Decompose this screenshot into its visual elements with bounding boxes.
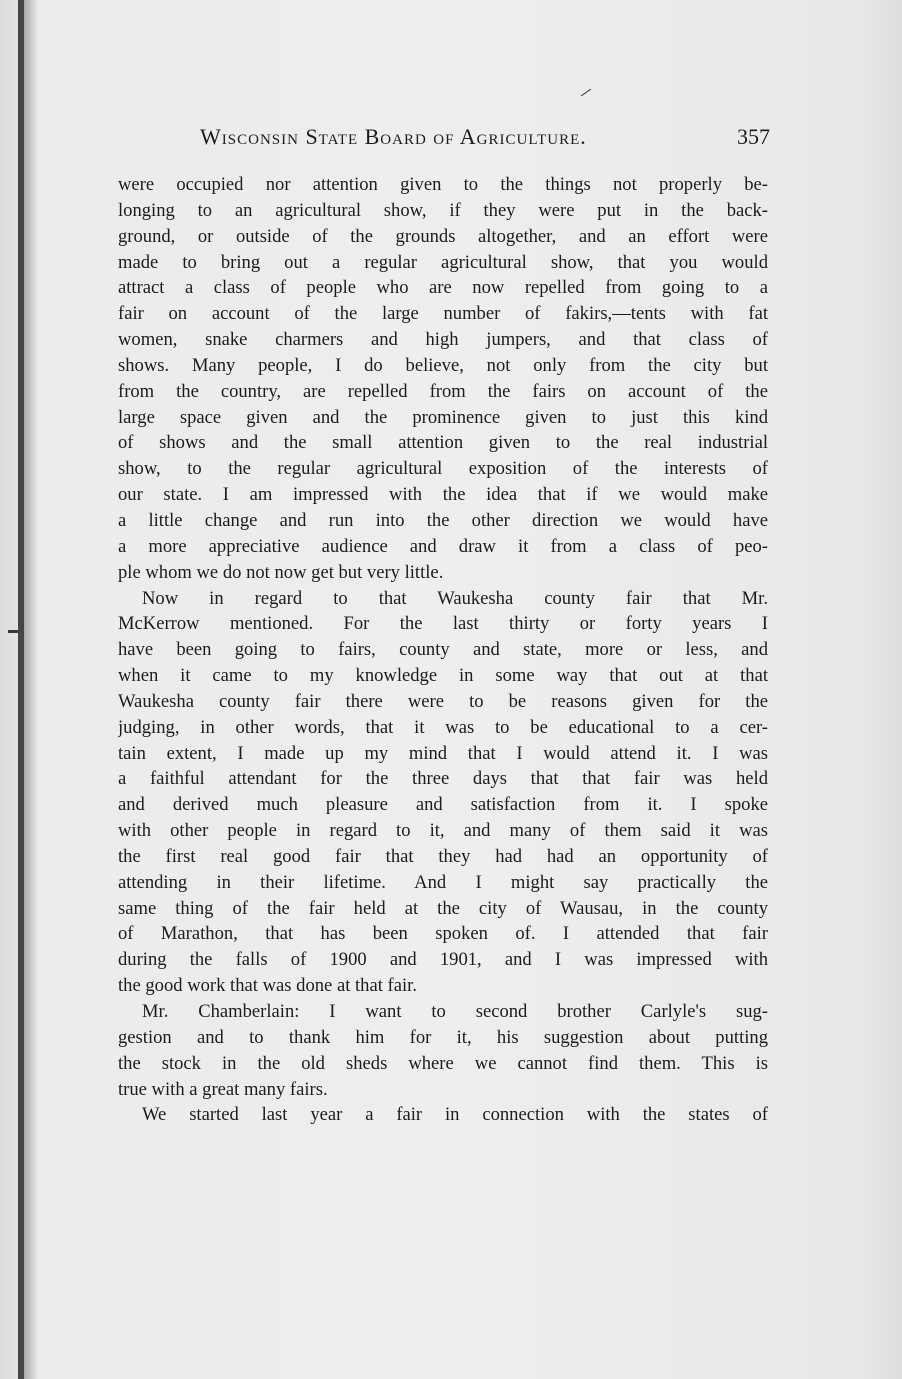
text-line: of shows and the small attention given to the real industrial — [118, 432, 768, 454]
page-number: 357 — [737, 124, 770, 149]
text-line: a more appreciative audience and draw it from a class of peo- — [118, 535, 768, 557]
text-line: Mr. Chamberlain: I want to second brother Carlyle's sug- — [142, 1001, 768, 1022]
text-line: have been going to fairs, county and state, more or less, and — [118, 639, 768, 661]
text-line: McKerrow mentioned. For the last thirty or forty years I — [118, 613, 768, 635]
text-line: during the falls of 1900 and 1901, and I was impressed with — [118, 949, 768, 971]
text-line: We started last year a fair in connection with the states of — [142, 1104, 768, 1126]
text-line: attending in their lifetime. And I might say practically the — [118, 871, 768, 893]
margin-mark — [581, 89, 591, 97]
running-title: Wisconsin State Board of Agriculture. — [200, 124, 587, 149]
text-line: judging, in other words, that it was to be educational to a cer- — [118, 716, 768, 738]
running-header — [200, 124, 770, 154]
text-line: the good work that was done at that fair. — [118, 975, 417, 997]
binding-shadow — [24, 0, 38, 1379]
text-line: when it came to my knowledge in some way that out at that — [118, 665, 768, 687]
text-line: Waukesha county fair there were to be reasons given for the — [118, 690, 768, 712]
text-line: made to bring out a regular agricultural show, that you would — [118, 251, 768, 273]
text-line: with other people in regard to it, and many of them said it was — [118, 820, 768, 842]
text-line: tain extent, I made up my mind that I would attend it. I was — [118, 742, 768, 764]
text-line: a faithful attendant for the three days that that fair was held — [118, 768, 768, 790]
text-line: and derived much pleasure and satisfaction from it. I spoke — [118, 794, 768, 816]
text-line: Now in regard to that Waukesha county fair that Mr. — [142, 587, 768, 609]
text-line: the first real good fair that they had had an opportunity of — [118, 845, 768, 867]
body-text — [118, 172, 768, 1128]
text-line: a little change and run into the other direction we would have — [118, 509, 768, 531]
text-line: the stock in the old sheds where we cannot find them. This is — [118, 1052, 768, 1074]
text-line: show, to the regular agricultural exposition of the interests of — [118, 458, 768, 480]
text-line: same thing of the fair held at the city of Wausau, in the county — [118, 897, 768, 919]
text-line: our state. I am impressed with the idea that if we would make — [118, 484, 768, 506]
margin-mark — [8, 630, 18, 633]
text-line: longing to an agricultural show, if they were put in the back- — [118, 199, 768, 221]
text-line: of Marathon, that has been spoken of. I attended that fair — [118, 923, 768, 945]
text-line: ple whom we do not now get but very little. — [118, 561, 444, 583]
text-line: large space given and the prominence given to just this kind — [118, 406, 768, 428]
text-line: women, snake charmers and high jumpers, and that class of — [118, 329, 768, 351]
text-line: from the country, are repelled from the fairs on account of the — [118, 380, 768, 402]
text-line: were occupied nor attention given to the things not properly be- — [118, 174, 768, 195]
text-line: shows. Many people, I do believe, not only from the city but — [118, 354, 768, 376]
text-line: gestion and to thank him for it, his suggestion about putting — [118, 1026, 768, 1048]
text-line: ground, or outside of the grounds altogether, and an effort were — [118, 225, 768, 247]
text-line: attract a class of people who are now repelled from going to a — [118, 277, 768, 299]
text-line: fair on account of the large number of fakirs,—tents with fat — [118, 303, 768, 325]
text-line: true with a great many fairs. — [118, 1078, 328, 1100]
